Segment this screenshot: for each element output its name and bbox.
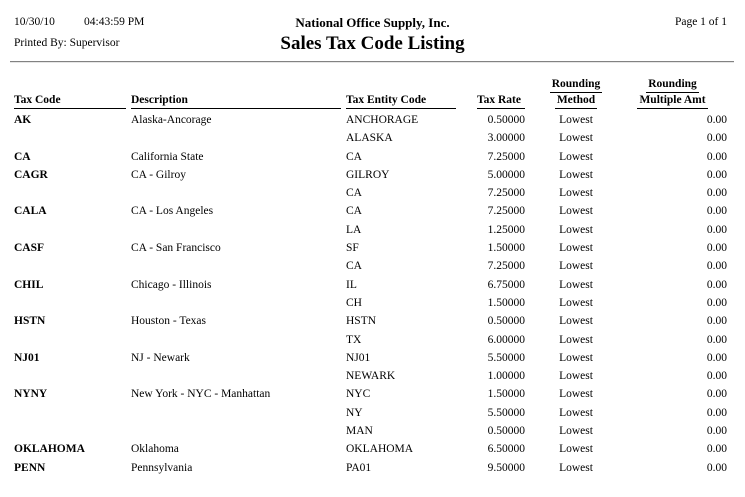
column-header-rounding-multiple-amt [618,77,727,109]
cell-tax-rate: 6.75000 [487,278,525,291]
table-row [0,313,745,331]
cell-tax-entity-code: NEWARK [346,370,396,383]
cell-tax-entity-code: MAN [346,425,373,438]
cell-tax-rate: 1.50000 [487,296,525,309]
cell-tax-entity-code: TX [346,333,362,346]
cell-tax-entity-code: LA [346,223,362,236]
cell-rounding-method: Lowest [559,315,593,328]
company-name: National Office Supply, Inc. [295,15,450,30]
table-row [0,460,745,478]
table-row [0,295,745,313]
cell-rounding-multiple-amt: 0.00 [706,443,727,456]
header-divider [10,61,734,63]
cell-description: CA - Gilroy [131,168,186,181]
cell-rounding-method: Lowest [559,242,593,255]
column-header-description [131,93,341,109]
cell-rounding-multiple-amt: 0.00 [706,187,727,200]
cell-tax-entity-code: CA [346,205,362,218]
cell-tax-entity-code: OKLAHOMA [346,443,414,456]
cell-tax-rate: 9.50000 [487,461,525,474]
cell-rounding-method: Lowest [559,461,593,474]
cell-tax-entity-code: CA [346,150,362,163]
cell-rounding-multiple-amt: 0.00 [706,260,727,273]
cell-rounding-method: Lowest [559,425,593,438]
cell-tax-entity-code: HSTN [346,315,377,328]
cell-rounding-method: Lowest [559,168,593,181]
cell-rounding-method: Lowest [559,205,593,218]
cell-description: New York - NYC - Manhattan [131,388,271,401]
cell-tax-code: AK [14,114,32,126]
cell-tax-rate: 1.50000 [487,388,525,401]
cell-tax-rate: 7.25000 [487,205,525,218]
cell-rounding-multiple-amt: 0.00 [706,205,727,218]
cell-description: CA - Los Angeles [131,205,214,218]
cell-tax-rate: 5.50000 [487,406,525,419]
cell-rounding-multiple-amt: 0.00 [706,296,727,309]
cell-tax-entity-code: NYC [346,388,371,401]
table-row [0,167,745,185]
table-row [0,423,745,441]
cell-rounding-method: Lowest [559,388,593,401]
page-number: Page 1 of 1 [674,16,727,28]
cell-tax-code: CHIL [14,278,44,291]
cell-rounding-multiple-amt: 0.00 [706,242,727,255]
cell-rounding-multiple-amt: 0.00 [706,370,727,383]
cell-description: Pennsylvania [131,461,193,474]
cell-tax-rate: 1.00000 [487,370,525,383]
cell-description: California State [131,150,204,163]
cell-rounding-method: Lowest [559,443,593,456]
cell-description: Chicago - Illinois [131,278,212,291]
cell-rounding-method: Lowest [559,370,593,383]
cell-rounding-multiple-amt: 0.00 [706,150,727,163]
report-title: Sales Tax Code Listing [280,33,465,54]
column-header-tax-rate [420,93,525,109]
cell-description: Houston - Texas [131,315,207,328]
cell-rounding-multiple-amt: 0.00 [706,278,727,291]
table-row [0,149,745,167]
cell-tax-rate: 0.50000 [487,315,525,328]
table-row [0,222,745,240]
cell-tax-code: CAGR [14,168,48,181]
table-row [0,203,745,221]
report-date: 10/30/10 [14,16,55,28]
cell-rounding-method: Lowest [559,150,593,163]
column-header-row [0,76,745,109]
cell-tax-rate: 0.50000 [487,425,525,438]
cell-rounding-method: Lowest [559,406,593,419]
cell-tax-entity-code: CH [346,296,362,309]
table-row [0,332,745,350]
cell-tax-rate: 0.50000 [487,114,525,126]
cell-rounding-multiple-amt: 0.00 [706,223,727,236]
column-header-label: Description [131,93,341,109]
cell-tax-entity-code: PA01 [346,461,372,474]
report-time: 04:43:59 PM [84,16,145,28]
table-row [0,240,745,258]
cell-tax-rate: 1.25000 [487,223,525,236]
table-row [0,112,745,130]
cell-tax-entity-code: IL [346,278,357,291]
cell-rounding-method: Lowest [559,223,593,236]
column-header-label: Multiple Amt [637,93,707,109]
cell-tax-code: CALA [14,205,47,218]
cell-rounding-method: Lowest [559,351,593,364]
cell-tax-rate: 5.00000 [487,168,525,181]
cell-tax-code: CA [14,150,31,163]
cell-rounding-method: Lowest [559,260,593,273]
cell-rounding-multiple-amt: 0.00 [706,168,727,181]
cell-rounding-multiple-amt: 0.00 [706,388,727,401]
column-header-label: Tax Entity Code [346,93,456,109]
cell-rounding-multiple-amt: 0.00 [706,351,727,364]
cell-tax-rate: 7.25000 [487,150,525,163]
cell-tax-code: NJ01 [14,351,40,364]
cell-tax-code: NYNY [14,388,48,401]
table-row [0,185,745,203]
cell-tax-entity-code: NJ01 [346,351,371,364]
cell-rounding-method: Lowest [559,187,593,200]
cell-tax-rate: 7.25000 [487,260,525,273]
cell-rounding-multiple-amt: 0.00 [706,333,727,346]
cell-tax-rate: 6.50000 [487,443,525,456]
column-header-label: Tax Code [14,93,126,109]
cell-tax-entity-code: ANCHORAGE [346,114,419,126]
cell-tax-entity-code: CA [346,187,362,200]
table-row [0,386,745,404]
table-row [0,130,745,148]
cell-rounding-method: Lowest [559,333,593,346]
cell-description: NJ - Newark [131,351,190,364]
cell-rounding-multiple-amt: 0.00 [706,461,727,474]
cell-tax-rate: 5.50000 [487,351,525,364]
cell-rounding-multiple-amt: 0.00 [706,406,727,419]
cell-rounding-multiple-amt: 0.00 [706,315,727,328]
column-header-rounding-method [543,77,609,109]
column-header-tax-code [14,93,126,109]
cell-rounding-method: Lowest [559,132,593,145]
cell-tax-entity-code: GILROY [346,168,390,181]
cell-rounding-method: Lowest [559,278,593,291]
table-row [0,350,745,368]
cell-rounding-method: Lowest [559,114,593,126]
table-row [0,441,745,459]
table-row [0,277,745,295]
cell-tax-entity-code: NY [346,406,363,419]
column-header-label: Rounding [646,77,699,93]
cell-tax-code: CASF [14,242,45,255]
printed-by-label: Printed By: Supervisor [14,37,120,49]
cell-rounding-method: Lowest [559,296,593,309]
column-header-label: Tax Rate [477,93,525,109]
column-header-label: Method [555,93,597,109]
cell-tax-code: OKLAHOMA [14,443,85,456]
cell-tax-rate: 3.00000 [487,132,525,145]
cell-tax-rate: 7.25000 [487,187,525,200]
cell-rounding-multiple-amt: 0.00 [706,132,727,145]
column-header-label: Rounding [550,77,603,93]
cell-tax-entity-code: SF [346,242,359,255]
cell-tax-code: PENN [14,461,46,474]
cell-tax-rate: 6.00000 [487,333,525,346]
cell-tax-rate: 1.50000 [487,242,525,255]
cell-tax-code: HSTN [14,315,46,328]
table-body [0,112,745,478]
cell-description: CA - San Francisco [131,242,221,255]
table-row [0,368,745,386]
table-row [0,258,745,276]
cell-description: Oklahoma [131,443,179,456]
table-row [0,405,745,423]
cell-tax-entity-code: ALASKA [346,132,393,145]
cell-tax-entity-code: CA [346,260,362,273]
cell-rounding-multiple-amt: 0.00 [706,425,727,438]
cell-rounding-multiple-amt: 0.00 [706,114,727,126]
cell-description: Alaska-Ancorage [131,114,212,126]
